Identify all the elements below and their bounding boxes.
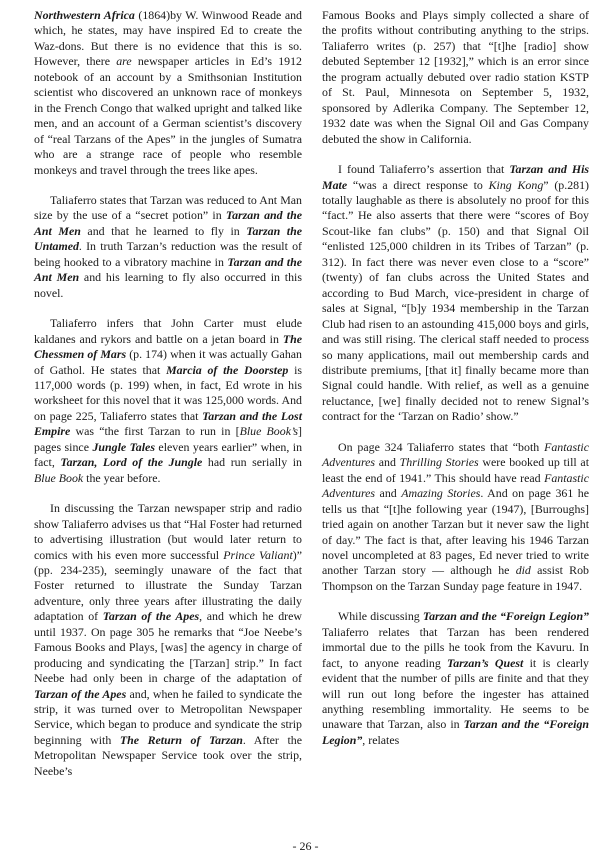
body-text: Famous Books and Plays simply collected a share of the profits without contributing anything to the strips. Taliaferro writes (p. 257) that “[t]he [radio] show debuted September 12 [1932],” which is an error since the program actually debuted over radio station KSTP of St. Paul, Minnesota on September 5, 1932, sponsored by Adlerika Company. The September 12, 1932 date was when the Signal Oil and Gas Company debuted the show in California. bbox=[322, 8, 589, 146]
paragraph bbox=[322, 8, 589, 147]
body-text: . After the Metropolitan Newspaper Service took over the strip, Neebe’s bbox=[34, 732, 302, 778]
paragraph bbox=[34, 8, 302, 178]
body-text: In discussing the Tarzan newspaper strip and radio show Taliaferro advises us that “Hal Foster had returned to advertising illustration (but would later return to comics with his even more successful bbox=[34, 501, 302, 562]
paragraph bbox=[34, 501, 302, 779]
title-text: Tarzan and the “Foreign Legion” bbox=[322, 717, 590, 747]
italic-text: Blue Book’s bbox=[239, 424, 299, 439]
title-text: Tarzan, Lord of the Jungle bbox=[60, 455, 203, 470]
italic-text: did bbox=[515, 563, 531, 578]
italic-text: Prince Valiant bbox=[223, 547, 293, 562]
body-text: assist Rob Thompson on the Tarzan Sunday page feature in 1947. bbox=[322, 563, 589, 593]
body-text: were booked up till at least the end of 1941.” This should have read bbox=[322, 455, 590, 485]
right-column bbox=[322, 8, 589, 748]
body-text: ] pages since bbox=[34, 424, 302, 454]
title-text: Tarzan the Untamed bbox=[34, 223, 302, 254]
title-text: Tarzan and His Mate bbox=[322, 162, 590, 192]
title-text: Tarzan of the Apes bbox=[34, 686, 127, 701]
body-text: and, when he failed to syndicate the strip, it was turned over to Metropolitan Newspaper Service, which began to produce and syndicate the strip beginning with bbox=[34, 686, 302, 747]
body-text: . In truth Tarzan’s reduction was the result of being hooked to a vibratory machine in bbox=[34, 239, 302, 269]
body-text: (1864)by W. Winwood Reade and which, he states, may have inspired Ed to create the Waz-dons. But there is no evidence that this is so. However, there bbox=[34, 8, 302, 69]
page-number: - 26 - bbox=[292, 839, 319, 853]
paragraph bbox=[322, 440, 589, 595]
body-text: , and which he drew until 1937. On page 305 he remarks that “Joe Neebe’s Famous Books and Plays, [was] the agency in charge of producing and syndicating the [Tarzan] strip.” In fact Neebe had only been in charge of the adaptation of bbox=[34, 609, 302, 686]
body-text: “was a direct response to bbox=[347, 177, 489, 192]
body-text: it is clearly evident that the number of pills are finite and that they will run out long before the ingester has attained anything resembling immortality. He seems to be unaware that Tarzan, also in bbox=[322, 655, 589, 732]
body-text: and bbox=[375, 455, 400, 470]
title-text: Tarzan’s Quest bbox=[447, 655, 524, 670]
paragraph bbox=[322, 162, 589, 425]
body-text: had run serially in bbox=[202, 455, 302, 470]
body-text: was “the first Tarzan to run in [ bbox=[70, 424, 240, 439]
body-text: . And on page 361 he tells us that “[t]he following year (1947), [Burroughs] tried again on another Tarzan but it never saw the light of day.” The fact is that, after leaving his 1946 Tarzan novel uncompleted at 83 pages, Ed never tried to write another Tarzan story — although he bbox=[322, 486, 589, 578]
body-text: ” (p.281) totally laughable as there is absolutely no proof for this “fact.” He also asserts that there were “scores of Boy Scout-like fan clubs” (p. 150) and that Signal Oil “enlisted 125,000 children in its Tribes of Tarzan” (p. 312). In fact there was never even close to a “score” (twenty) of fan clubs across the United States and according to Bud March, vice-president in charge of sales at Signal, “[b]y 1934 membership in the Tarzan Club had risen to an astounding 415,000 boys and girls, and was still rising. The clerical staff needed to process so many applications, mail out membership cards and distribute premiums, [that it] finally became more than Signal could handle. With relief, as well as a genuine reluctance, [we] finally decided not to renew Signal’s contract for the ‘Tarzan on Radio’ show.” bbox=[322, 177, 589, 424]
title-text: Tarzan and the Ant Men bbox=[34, 208, 303, 238]
title-text: Tarzan of the Apes bbox=[102, 609, 200, 624]
body-text: eleven years earlier” when, in fact, bbox=[34, 439, 303, 470]
italic-text: Blue Book bbox=[34, 470, 84, 485]
italic-text: King Kong bbox=[488, 177, 544, 192]
left-column bbox=[34, 8, 302, 779]
title-text: Jungle Tales bbox=[92, 439, 155, 454]
body-text: Taliaferro infers that John Carter must elude kaldanes and rykors and battle on a jetan board in bbox=[34, 316, 302, 346]
italic-text: Fantastic Adventures bbox=[322, 439, 589, 470]
title-text: Tarzan and the Ant Men bbox=[34, 254, 302, 285]
title-text: Tarzan and the “Foreign Legion” bbox=[422, 609, 590, 624]
body-text: and bbox=[375, 486, 402, 501]
body-text: is 117,000 words (p. 199) when, in fact, Ed wrote in his worksheet for this novel that it was 125,000 words. And on page 225, Taliaferro states that bbox=[34, 362, 303, 423]
body-text: (p. 174) when it was actually Gahan of Gathol. He states that bbox=[34, 347, 302, 377]
body-text: Taliaferro relates that Tarzan has been rendered immortal due to the pills he took from the Kavuru. In fact, to anyone reading bbox=[322, 624, 589, 670]
paragraph bbox=[34, 316, 302, 486]
paragraph bbox=[322, 609, 589, 748]
body-text: )” (pp. 234-235), seemingly unaware of the fact that Foster returned to illustrate the Sunday Tarzan adventure, only three years after illustrating the daily adaptation of bbox=[34, 547, 303, 624]
italic-text: Amazing Stories bbox=[401, 486, 481, 501]
body-text: and his learning to fly also occurred in this novel. bbox=[34, 270, 302, 300]
italic-text: Thrilling Stories bbox=[399, 455, 479, 470]
body-text: On page 324 Taliaferro states that “both bbox=[338, 439, 545, 454]
title-text: The Return of Tarzan bbox=[119, 732, 243, 747]
title-text: Marcia of the Doorstep bbox=[166, 362, 289, 377]
body-text: and that he learned to fly in bbox=[80, 223, 247, 238]
title-text: Tarzan and the Lost Empire bbox=[34, 408, 302, 439]
paragraph bbox=[34, 193, 302, 301]
title-text: The Chessmen of Mars bbox=[34, 331, 302, 362]
italic-text: are bbox=[116, 54, 132, 69]
body-text: I found Taliaferro’s assertion that bbox=[338, 162, 510, 177]
italic-text: Fantastic Adventures bbox=[322, 470, 589, 501]
title-text: Northwestern Africa bbox=[34, 8, 135, 22]
body-text: While discussing bbox=[338, 609, 423, 624]
body-text: newspaper articles in Ed’s 1912 notebook of an account by a Smithsonian Institution scientist who discovered an unknown race of monkeys in the French Congo that walked upright and talked like men, and an account of a German scientist’s discovery of “real Tarzans of the Apes” in the jungles of Sumatra who are a strange race of people who resemble monkeys and travel through the trees like apes. bbox=[34, 54, 302, 177]
body-text: the year before. bbox=[83, 470, 161, 485]
body-text: Taliaferro states that Tarzan was reduced to Ant Man size by the use of a “secret potion” in bbox=[34, 192, 302, 223]
body-text: , relates bbox=[362, 732, 400, 747]
